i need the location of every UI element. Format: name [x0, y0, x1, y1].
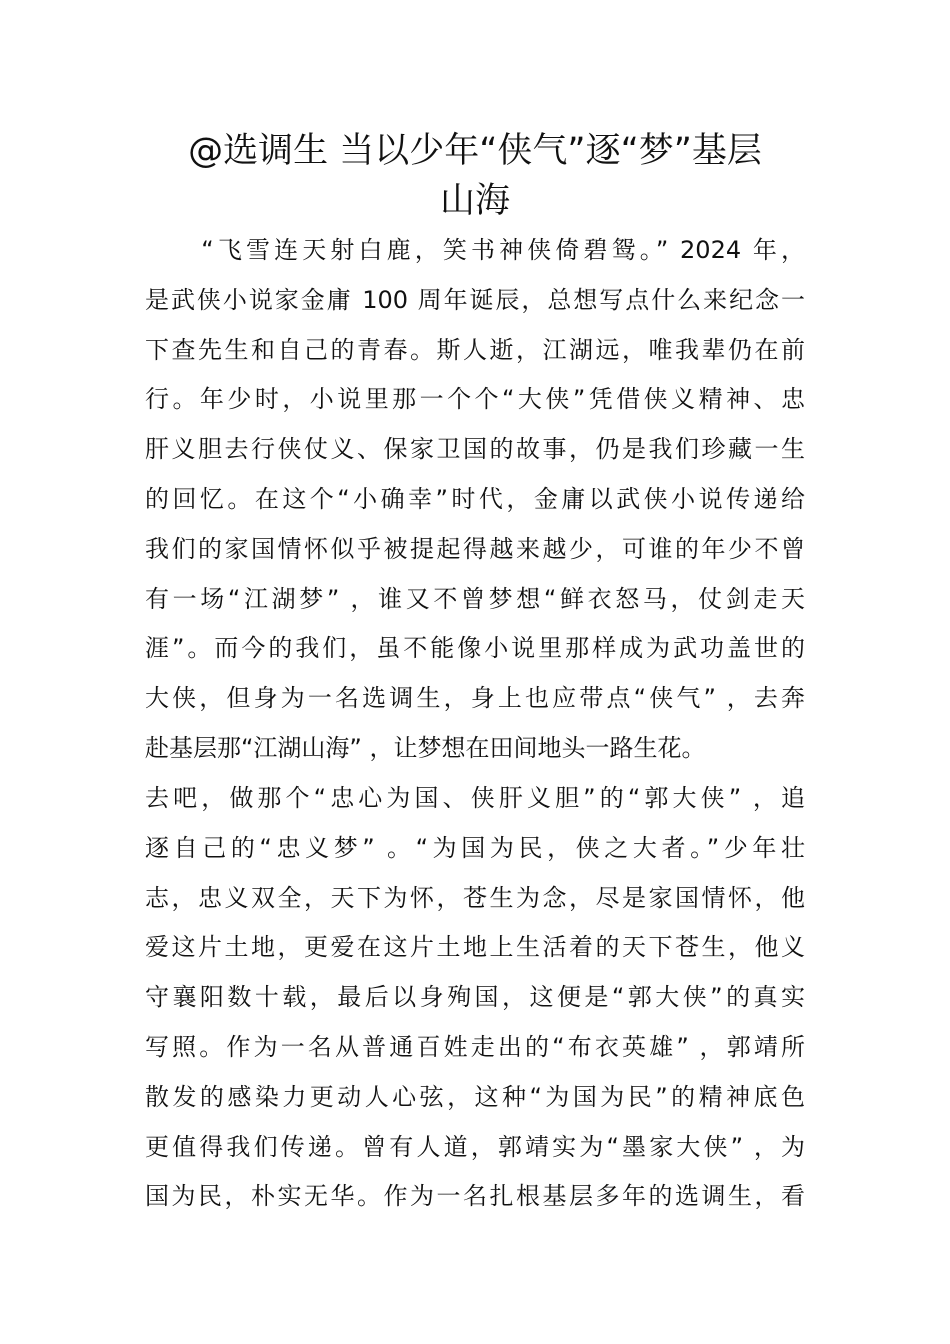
- text-line: 赴基层那“江湖山海” ，让梦想在田间地头一路生花。: [145, 733, 706, 762]
- text-line: 散发的感染力更动人心弦，这种“为国为民”的精神底色: [145, 1082, 805, 1111]
- text-line: 去吧，做那个“忠心为国、侠肝义胆”的“郭大侠” ，追: [145, 784, 805, 812]
- text-line: 更值得我们传递。曾有人道，郭靖实为“墨家大侠” ，为: [145, 1132, 805, 1161]
- text-line: 涯”。而今的我们，虽不能像小说里那样成为武功盖世的: [145, 634, 805, 663]
- paragraph-2: [145, 774, 805, 1222]
- text-line: 的回忆。在这个“小确幸”时代，金庸以武侠小说传递给: [145, 484, 805, 513]
- text-line: 志，忠义双全，天下为怀，苍生为念，尽是家国情怀，他: [145, 883, 805, 912]
- text-line: 肝义胆去行侠仗义、保家卫国的故事，仍是我们珍藏一生: [145, 435, 805, 464]
- text-line: 有一场“江湖梦” ，谁又不曾梦想“鲜衣怒马，仗剑走天: [145, 584, 805, 613]
- text-line: 国为民，朴实无华。作为一名扎根基层多年的选调生，看: [145, 1182, 805, 1211]
- text-line: “飞雪连天射白鹿，笑书神侠倚碧鸳。” 2024 年，: [145, 236, 805, 264]
- document-title: [145, 126, 805, 226]
- text-line: 行。年少时，小说里那一个个“大侠”凭借侠义精神、忠: [145, 385, 805, 414]
- text-line: 大侠，但身为一名选调生，身上也应带点“侠气” ，去奔: [145, 684, 805, 713]
- title-line: 山海: [439, 181, 510, 221]
- text-line: 逐自己的“忠义梦” 。“为国为民，侠之大者。”少年壮: [145, 833, 805, 862]
- text-line: 爱这片土地，更爱在这片土地上生活着的天下苍生，他义: [145, 933, 805, 962]
- paragraph-1: [145, 226, 805, 774]
- title-line: @选调生 当以少年“侠气”逐“梦”基层: [188, 131, 762, 171]
- text-line: 写照。作为一名从普通百姓走出的“布衣英雄” ，郭靖所: [145, 1032, 805, 1061]
- text-line: 守襄阳数十载，最后以身殉国，这便是“郭大侠”的真实: [145, 983, 805, 1012]
- text-line: 下查先生和自己的青春。斯人逝，江湖远，唯我辈仍在前: [145, 335, 805, 364]
- text-line: 是武侠小说家金庸 100 周年诞辰，总想写点什么来纪念一: [145, 285, 805, 314]
- text-line: 我们的家国情怀似乎被提起得越来越少，可谁的年少不曾: [145, 534, 805, 563]
